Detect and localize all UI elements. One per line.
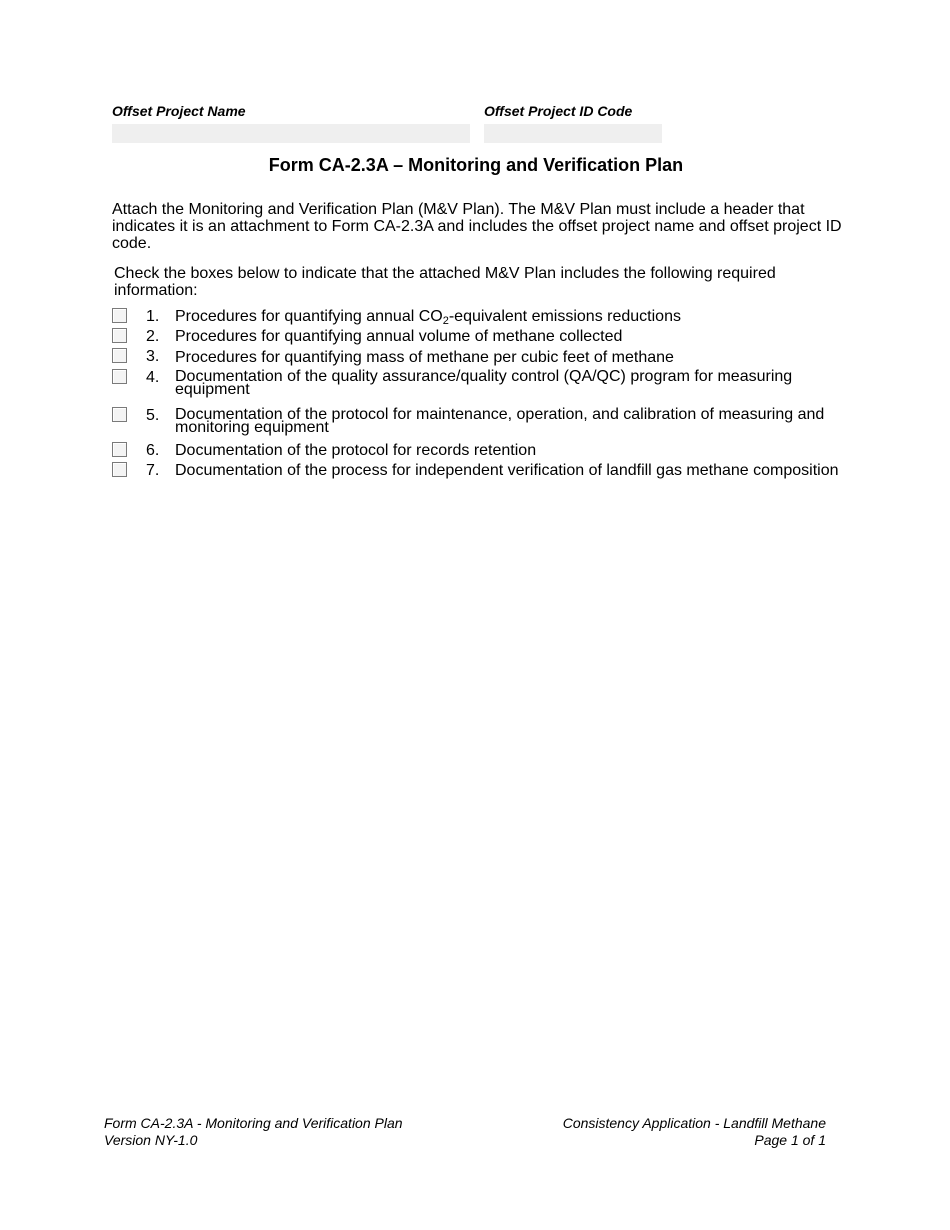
item-number: 1. bbox=[146, 308, 160, 325]
item-text: Procedures for quantifying annual volume of methane collected bbox=[175, 328, 623, 345]
footer-application: Consistency Application - Landfill Methane bbox=[562, 1115, 826, 1131]
footer-left bbox=[104, 1115, 403, 1149]
co2-subscript: 2 bbox=[442, 315, 449, 327]
item-number: 5. bbox=[146, 407, 160, 424]
project-name-field[interactable] bbox=[112, 124, 470, 143]
intro-paragraph: Attach the Monitoring and Verification Plan (M&V Plan). The M&V Plan must include a header that indicates it is an attachment to Form CA-2.3A and includes the offset project name and offset project ID code. bbox=[112, 201, 842, 252]
instructions-paragraph: Check the boxes below to indicate that the attached M&V Plan includes the following required information: bbox=[114, 265, 776, 299]
footer-version: Version NY-1.0 bbox=[104, 1132, 198, 1148]
item-1-checkbox[interactable] bbox=[112, 308, 127, 323]
item-text: Documentation of the quality assurance/quality control (QA/QC) program for measuring equipment bbox=[175, 368, 793, 398]
footer-form-name: Form CA-2.3A - Monitoring and Verification Plan bbox=[104, 1115, 403, 1131]
item-5-checkbox[interactable] bbox=[112, 407, 127, 422]
footer-right bbox=[563, 1115, 826, 1149]
item-2-checkbox[interactable] bbox=[112, 328, 127, 343]
item-text: Documentation of the protocol for maintenance, operation, and calibration of measuring and monitoring equipment bbox=[175, 406, 825, 436]
page-title: Form CA-2.3A – Monitoring and Verification Plan bbox=[268, 155, 684, 175]
item-6-checkbox[interactable] bbox=[112, 442, 127, 457]
item-3-checkbox[interactable] bbox=[112, 348, 127, 363]
item-text: Procedures for quantifying mass of methane per cubic feet of methane bbox=[175, 349, 674, 366]
item-7-checkbox[interactable] bbox=[112, 462, 127, 477]
item-text: Procedures for quantifying annual $CO_2$-equivalent emissions reductions bbox=[175, 308, 681, 327]
item-number: 3. bbox=[146, 348, 160, 365]
item-text: Documentation of the process for independent verification of landfill gas methane composition bbox=[175, 462, 839, 479]
item-text: Documentation of the protocol for records retention bbox=[175, 442, 537, 459]
project-name-label: Offset Project Name bbox=[112, 103, 246, 119]
item-number: 6. bbox=[146, 442, 160, 459]
project-id-field[interactable] bbox=[484, 124, 662, 143]
item-number: 7. bbox=[146, 462, 160, 479]
item-number: 2. bbox=[146, 328, 160, 345]
item-number: 4. bbox=[146, 369, 160, 386]
project-id-label: Offset Project ID Code bbox=[484, 103, 633, 119]
item-4-checkbox[interactable] bbox=[112, 369, 127, 384]
footer-page-number: Page 1 of 1 bbox=[754, 1132, 826, 1148]
